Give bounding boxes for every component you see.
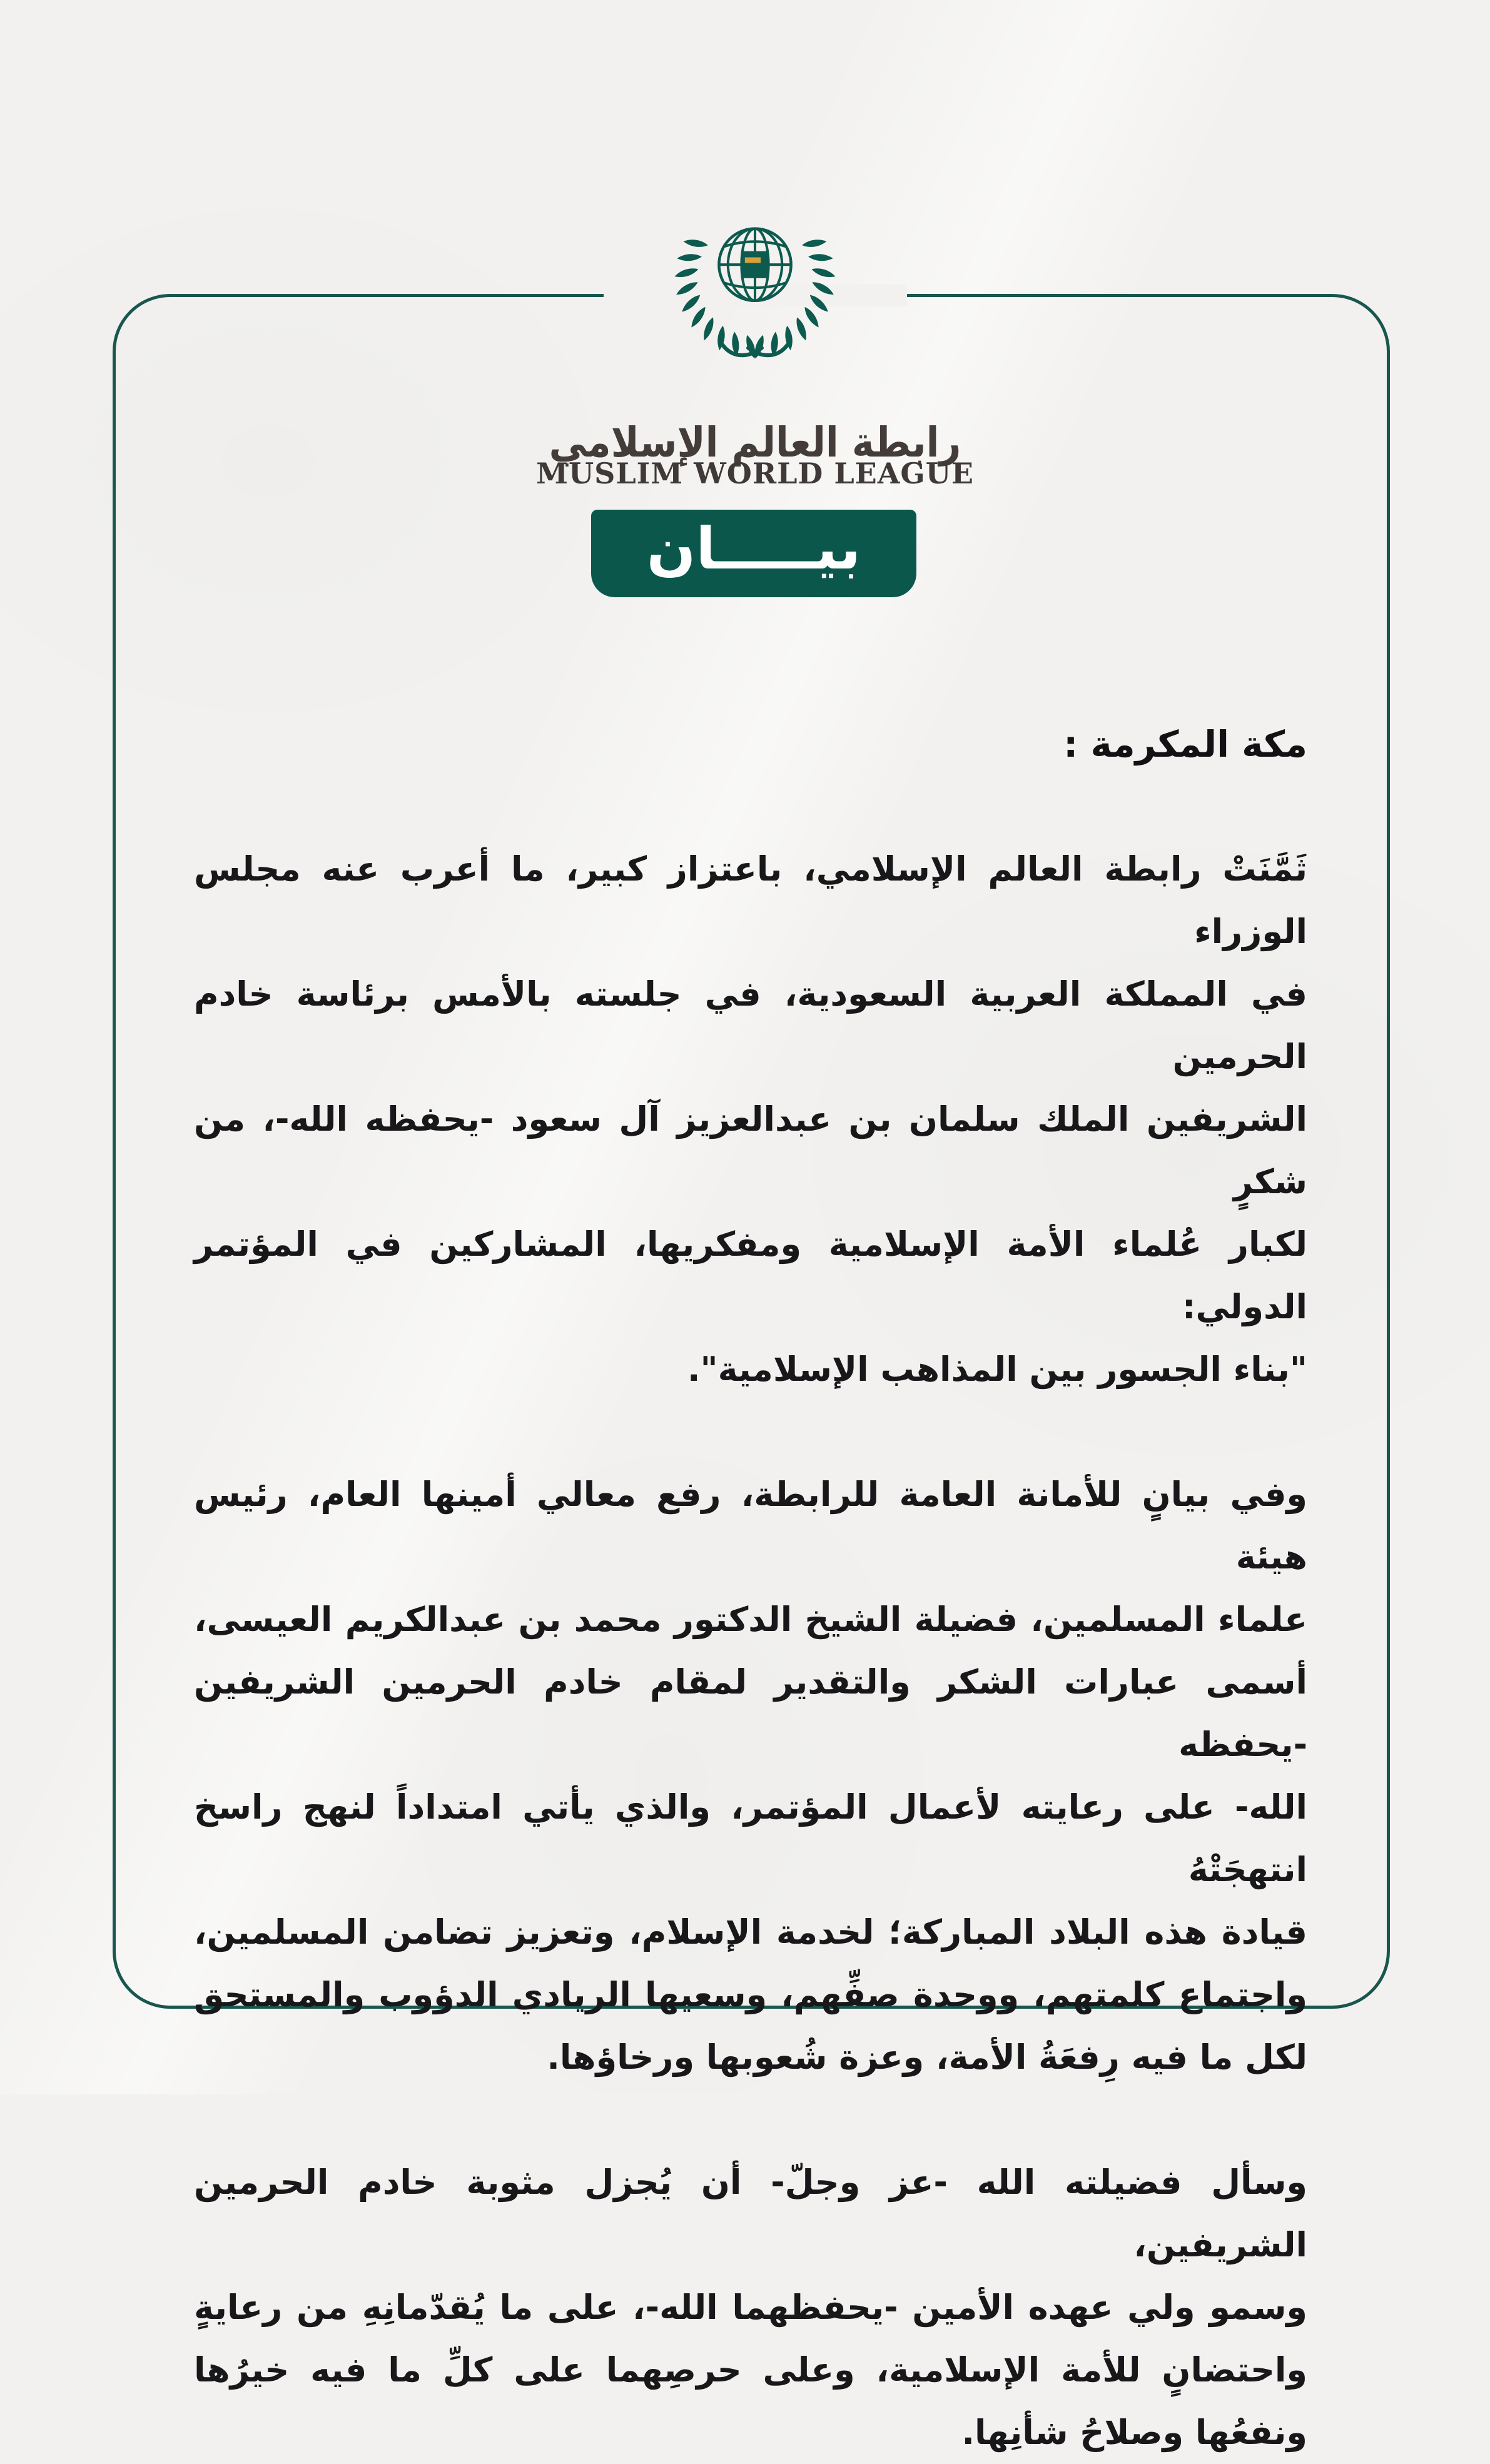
mwl-name-english: MUSLIM WORLD LEAGUE [536, 457, 974, 490]
statement-line: ونفعُها وصلاحُ شأنِها. [961, 2413, 1307, 2452]
statement-line: لكل ما فيه رِفعَةُ الأمة، وعزة شُعوبها ورخاؤها. [547, 2037, 1307, 2077]
statement-line: "بناء الجسور بين المذاهب الإسلامية". [687, 1350, 1307, 1389]
banner-label: بيـــــان [646, 515, 861, 582]
mwl-calligraphy: رابطة العالم الإسلامي [549, 418, 961, 467]
city-heading: مكة المكرمة : [1063, 723, 1307, 765]
statement-line: وفي بيانٍ للأمانة العامة للرابطة، رفع معالي أمينها العام، رئيس هيئة [194, 1475, 1307, 1577]
kaaba-icon [742, 251, 768, 278]
statement-line: واحتضانٍ للأمة الإسلامية، وعلى حرصِهما على كلِّ ما فيه خيرُها [194, 2350, 1307, 2390]
statement-line: أسمى عبارات الشكر والتقدير لمقام خادم الحرمين الشريفين -يحفظه [194, 1662, 1307, 1764]
statement-line: علماء المسلمين، فضيلة الشيخ الدكتور محمد بن عبدالكريم العيسى، [194, 1600, 1307, 1639]
statement-line: قيادة هذه البلاد المباركة؛ لخدمة الإسلام، وتعزيز تضامن المسلمين، [194, 1912, 1307, 1952]
statement-paragraph-2 [194, 1463, 1307, 2089]
statement-line: وسمو ولي عهده الأمين -يحفظهما الله-، على ما يُقدّمانِهِ من رعايةٍ [194, 2288, 1307, 2327]
statement-line: الشريفين الملك سلمان بن عبدالعزيز آل سعود -يحفظه الله-، من شكرٍ [194, 1099, 1307, 1201]
statement-body [194, 713, 1307, 2464]
statement-line: وسأل فضيلته الله -عز وجلّ- أن يُجزل مثوبة خادم الحرمين الشريفين، [194, 2163, 1307, 2265]
statement-paragraph-3 [194, 2151, 1307, 2464]
mwl-emblem-logo [671, 193, 839, 361]
statement-line: الله- على رعايته لأعمال المؤتمر، والذي يأتي امتداداً لنهج راسخ انتهجَتْهُ [194, 1787, 1307, 1889]
statement-line: لكبار عُلماء الأمة الإسلامية ومفكريها، المشاركين في المؤتمر الدولي: [194, 1224, 1307, 1326]
statement-banner [591, 510, 916, 597]
statement-line: ثَمَّنَتْ رابطة العالم الإسلامي، باعتزاز كبير، ما أعرب عنه مجلس الوزراء [194, 849, 1307, 951]
statement-paragraph-1 [194, 838, 1307, 1401]
statement-line: واجتماع كلمتهم، ووحدة صفِّهم، وسعيها الريادي الدؤوب والمستحق [194, 1975, 1307, 2014]
statement-line: في المملكة العربية السعودية، في جلسته بالأمس برئاسة خادم الحرمين [194, 974, 1307, 1076]
